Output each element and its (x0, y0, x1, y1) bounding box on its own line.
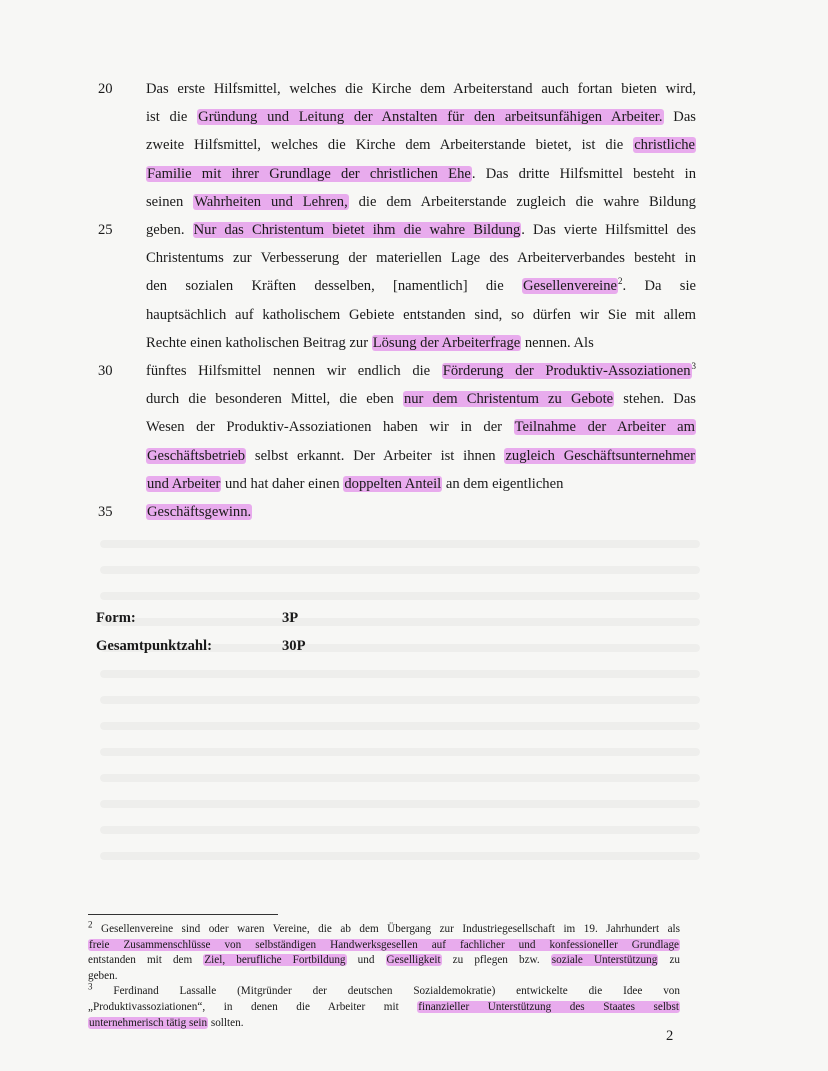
highlighted-text: Geschäftsbetrieb (147, 447, 246, 464)
text-run: geben. (88, 969, 118, 982)
text-run: fünftes Hilfsmittel nennen wir endlich die (146, 363, 442, 379)
text-run: nennen. Als (521, 334, 594, 351)
text-run: Das (663, 109, 696, 126)
body-line (146, 161, 696, 187)
text-run: durch die besonderen Mittel, die eben (146, 391, 403, 408)
highlighted-text: zugleich Geschäftsunternehmer (505, 447, 696, 464)
footnote-3 (88, 981, 680, 1031)
footnote-line (88, 938, 680, 954)
footnote-line (88, 1016, 680, 1032)
text-run: . Das dritte Hilfsmittel besteht in (471, 165, 696, 182)
body-line (146, 76, 696, 102)
footnote-line (88, 981, 680, 1000)
highlighted-text: christliche (634, 137, 695, 154)
body-line (146, 189, 696, 215)
highlighted-text: und Arbeiter (147, 475, 221, 492)
body-line (146, 245, 696, 271)
text-run: zu pflegen bzw. (441, 954, 551, 967)
text-run: ist die (146, 109, 198, 126)
footnote-2 (88, 919, 681, 984)
text-run: hauptsächlich auf katholischem Gebiete entstanden sind, so dürfen wir Sie mit allem (146, 306, 696, 323)
highlighted-text: Geschäftsgewinn. (147, 504, 252, 520)
body-line (146, 414, 696, 440)
text-run: Ferdinand Lassalle (Mitgründer der deutschen Sozialdemokratie) entwickelte die Idee von (92, 985, 680, 998)
line-number: 30 (98, 363, 113, 379)
body-line (146, 104, 696, 130)
footnote-line (88, 969, 680, 985)
highlighted-text: doppelten Anteil (344, 475, 442, 492)
highlighted-text: Wahrheiten und Lehren, (194, 193, 348, 210)
footnote-line (88, 1000, 680, 1016)
line-number: 35 (98, 504, 113, 520)
body-line (146, 358, 696, 384)
highlighted-text: Nur das Christentum bietet ihm die wahre Bildung (193, 222, 521, 238)
line-number: 20 (98, 81, 113, 97)
text-run: entstanden mit dem (88, 954, 204, 967)
footnote-separator (88, 914, 278, 915)
highlighted-text: Lösung der Arbeiterfrage (372, 334, 521, 351)
text-run: sollten. (208, 1016, 244, 1029)
line-number: 25 (98, 222, 113, 238)
footnote-ref: 2 (88, 919, 93, 930)
highlighted-text: freie Zusammenschlüsse von selbständigen Handwerksgesellen auf fachlicher und konfessioneller Grundlage (89, 938, 679, 951)
body-line (146, 443, 696, 469)
text-run: Christentums zur Verbesserung der materiellen Lage des Arbeiterverbandes besteht in (146, 250, 696, 267)
highlighted-text: Gründung und Leitung der Anstalten für den arbeitsunfähigen Arbeiter. (198, 109, 663, 126)
body-line (146, 132, 696, 158)
body-line (146, 330, 696, 356)
text-run: selbst erkannt. Der Arbeiter ist ihnen (246, 447, 505, 464)
text-run: und (346, 954, 386, 967)
text-run: zweite Hilfsmittel, welches die Kirche dem Arbeiterstande bietet, ist die (146, 137, 634, 154)
total-score: 30P (282, 638, 306, 654)
body-line (146, 302, 696, 328)
body-line (146, 386, 696, 412)
highlighted-text: Familie mit ihrer Grundlage der christlichen Ehe (147, 165, 471, 182)
body-line (146, 273, 696, 299)
text-run: geben. (146, 222, 193, 238)
text-run: die dem Arbeiterstande zugleich die wahre Bildung (348, 193, 696, 210)
page-number: 2 (666, 1028, 674, 1044)
text-run: . Das vierte Hilfsmittel des (521, 222, 696, 238)
body-line (146, 217, 696, 243)
text-run: zu (658, 954, 681, 967)
text-run: Gesellenvereine sind oder waren Vereine, die ab dem Übergang zur Industriegesellschaft im 19. Jahrhundert als (92, 923, 680, 935)
text-run: an dem eigentlichen (442, 475, 564, 492)
text-run: stehen. Das (614, 391, 696, 408)
total-score-label: Gesamtpunktzahl: (96, 638, 212, 654)
text-run: den sozialen Kräften desselben, [namentlich] die (146, 278, 523, 295)
text-run: Wesen der Produktiv-Assoziationen haben wir in der (146, 419, 514, 436)
body-line (146, 471, 696, 497)
highlighted-text: Teilnahme der Arbeiter am (514, 419, 695, 436)
footnote-ref: 2 (618, 276, 623, 287)
bleed-through-texture (100, 540, 700, 910)
text-run: „Produktivassoziationen“, in denen die Arbeiter mit (88, 1000, 418, 1013)
text-run: seinen (146, 193, 194, 210)
footnote-ref: 3 (88, 981, 93, 992)
footnotes (88, 919, 681, 1031)
footnote-line (88, 919, 680, 938)
form-score: 3P (282, 610, 299, 626)
text-run: Rechte einen katholischen Beitrag zur (146, 334, 372, 351)
text-run: . Da sie (622, 278, 696, 295)
highlighted-text: Förderung der Produktiv-Assoziationen (442, 363, 691, 379)
highlighted-text: finanzieller Unterstützung des Staates selbst (418, 1000, 679, 1013)
highlighted-text: Ziel, berufliche Fortbildung (204, 954, 346, 967)
text-run: Das erste Hilfsmittel, welches die Kirche dem Arbeiterstand auch fortan bieten wird, (146, 81, 696, 97)
highlighted-text: unternehmerisch tätig sein (89, 1016, 208, 1029)
footnote-line (88, 953, 680, 969)
highlighted-text: Gesellenvereine (523, 278, 618, 295)
footnote-ref: 3 (691, 361, 696, 372)
form-label: Form: (96, 610, 136, 626)
body-line (146, 499, 696, 525)
highlighted-text: Geselligkeit (386, 954, 441, 967)
text-run: und hat daher einen (221, 475, 344, 492)
highlighted-text: nur dem Christentum zu Gebote (403, 391, 614, 408)
highlighted-text: soziale Unterstützung (551, 954, 658, 967)
